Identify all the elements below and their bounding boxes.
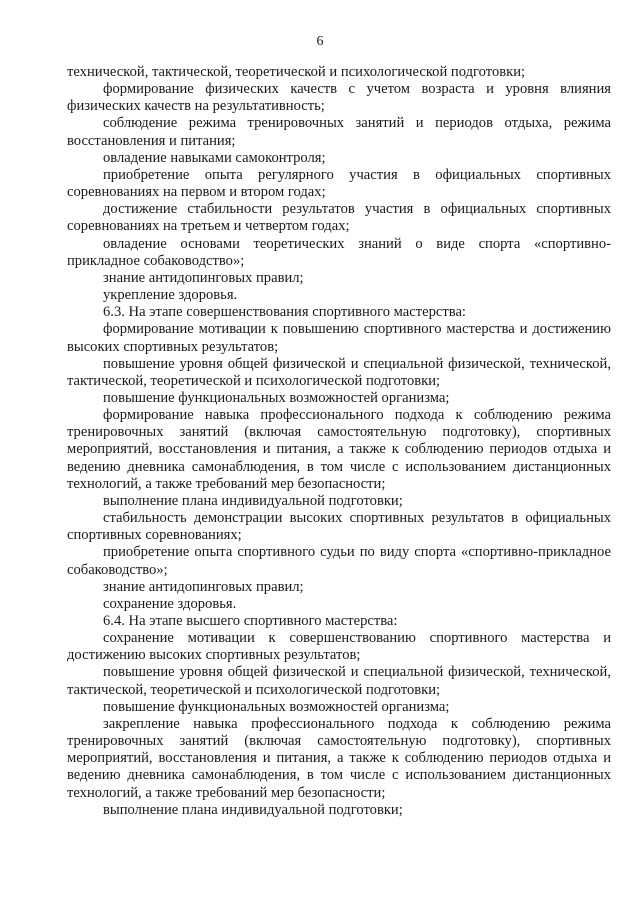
paragraph: формирование навыка профессионального подхода к соблюдению режима тренировочных занятий (включая самостоятельную подготовку), спортивных мероприятий, восстановления и питания, а также к соблюдению периодов отдыха и ведению дневника самонаблюдения, в том числе с использованием дистанционных технологий, а также требований мер безопасности;	[67, 407, 611, 492]
paragraph: укрепление здоровья.	[103, 287, 238, 304]
paragraph: приобретение опыта регулярного участия в официальных спортивных соревнованиях на первом и втором годах;	[67, 166, 611, 201]
page-number: 6	[316, 34, 324, 49]
paragraph: повышение функциональных возможностей организма;	[103, 698, 450, 715]
paragraph: формирование физических качеств с учетом возраста и уровня влияния физических качеств на результативность;	[67, 81, 611, 115]
paragraph: овладение основами теоретических знаний о виде спорта «спортивно-прикладное собаководство»;	[67, 235, 611, 269]
paragraph: сохранение здоровья.	[103, 595, 237, 612]
paragraph: приобретение опыта спортивного судьи по виду спорта «спортивно-прикладное собаководство»;	[67, 544, 611, 578]
paragraph: сохранение мотивации к совершенствованию спортивного мастерства и достижению высоких спортивных результатов;	[67, 630, 611, 664]
paragraph: повышение уровня общей физической и специальной физической, технической, тактической, теоретической и психологической подготовки;	[67, 664, 611, 698]
paragraph: соблюдение режима тренировочных занятий и периодов отдыха, режима восстановления и питания;	[67, 115, 611, 149]
paragraph: выполнение плана индивидуальной подготовки;	[103, 801, 403, 818]
section-heading: 6.3. На этапе совершенствования спортивного мастерства:	[103, 304, 466, 321]
paragraph: повышение функциональных возможностей организма;	[103, 389, 450, 406]
paragraph: формирование мотивации к повышению спортивного мастерства и достижению высоких спортивных результатов;	[67, 321, 611, 355]
paragraph: закрепление навыка профессионального подхода к соблюдению режима тренировочных занятий (включая самостоятельную подготовку), спортивных мероприятий, восстановления и питания, а также к соблюдению периодов отдыха и ведению дневника самонаблюдения, в том числе с использованием дистанционных технологий, а также требований мер безопасности;	[67, 715, 611, 801]
paragraph: овладение навыками самоконтроля;	[103, 149, 326, 166]
document-body	[67, 64, 611, 819]
section-heading: 6.4. На этапе высшего спортивного мастерства:	[103, 613, 398, 629]
paragraph: выполнение плана индивидуальной подготовки;	[103, 492, 403, 509]
paragraph: повышение уровня общей физической и специальной физической, технической, тактической, теоретической и психологической подготовки;	[67, 355, 611, 389]
paragraph: стабильность демонстрации высоких спортивных результатов в официальных спортивных соревнованиях;	[67, 510, 611, 544]
paragraph: достижение стабильности результатов участия в официальных спортивных соревнованиях на третьем и четвертом годах;	[67, 201, 611, 235]
paragraph: технической, тактической, теоретической и психологической подготовки;	[67, 64, 526, 80]
paragraph: знание антидопинговых правил;	[103, 578, 304, 595]
paragraph: знание антидопинговых правил;	[103, 269, 304, 286]
